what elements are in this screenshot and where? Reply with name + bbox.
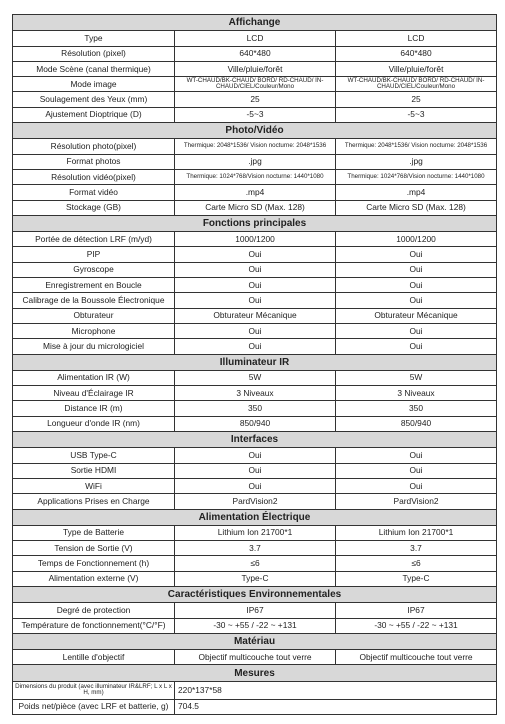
- row-value-col2: 640*480: [336, 46, 497, 61]
- table-row: [13, 92, 497, 107]
- table-row: [13, 681, 497, 699]
- row-value-col2: 3.7: [336, 541, 497, 556]
- table-row: [13, 416, 497, 431]
- table-row: [13, 386, 497, 401]
- spec-table: [12, 14, 497, 715]
- row-value-col1: Oui: [175, 293, 336, 308]
- row-value-col2: 25: [336, 92, 497, 107]
- row-value-col2: Obturateur Mécanique: [336, 308, 497, 323]
- table-row: [13, 293, 497, 308]
- row-value-col2: PardVision2: [336, 494, 497, 509]
- table-row: [13, 61, 497, 76]
- table-row: [13, 478, 497, 493]
- section-header-row: [13, 432, 497, 448]
- row-value-col2: -30 ~ +55 / -22 ~ +131: [336, 618, 497, 633]
- row-label: Lentille d'objectif: [13, 650, 175, 665]
- row-value-col2: Type-C: [336, 571, 497, 586]
- row-value-col1: Oui: [175, 278, 336, 293]
- row-label: Mode image: [13, 77, 175, 92]
- row-label: Temps de Fonctionnement (h): [13, 556, 175, 571]
- row-value-col1: Objectif multicouche tout verre: [175, 650, 336, 665]
- mesures-section: [13, 665, 497, 715]
- spec-table-body: [13, 15, 497, 665]
- table-row: [13, 603, 497, 618]
- row-value-col1: 640*480: [175, 46, 336, 61]
- table-row: [13, 185, 497, 200]
- table-row: [13, 200, 497, 215]
- row-value-col1: Oui: [175, 448, 336, 463]
- row-label: Résolution (pixel): [13, 46, 175, 61]
- row-label: Tension de Sortie (V): [13, 541, 175, 556]
- row-value-col2: Oui: [336, 278, 497, 293]
- row-label: Résolution photo(pixel): [13, 139, 175, 154]
- row-label: Mise à jour du micrologiciel: [13, 339, 175, 354]
- table-row: [13, 278, 497, 293]
- row-label: Longueur d'onde IR (nm): [13, 416, 175, 431]
- row-value-col1: 850/940: [175, 416, 336, 431]
- row-label: Applications Prises en Charge: [13, 494, 175, 509]
- row-label: Distance IR (m): [13, 401, 175, 416]
- row-value-col2: Oui: [336, 478, 497, 493]
- row-label: Ajustement Dioptrique (D): [13, 107, 175, 122]
- spec-sheet: [12, 14, 496, 715]
- row-value-col1: 350: [175, 401, 336, 416]
- row-label: Format vidéo: [13, 185, 175, 200]
- row-value-col2: Ville/pluie/forêt: [336, 61, 497, 76]
- row-label: Gyroscope: [13, 262, 175, 277]
- table-row: [13, 46, 497, 61]
- row-value-col1: -30 ~ +55 / -22 ~ +131: [175, 618, 336, 633]
- row-value-col1: ≤6: [175, 556, 336, 571]
- row-label: Obturateur: [13, 308, 175, 323]
- table-row: [13, 448, 497, 463]
- section-title: Photo/Vidéo: [13, 123, 497, 139]
- row-label: Température de fonctionnement(°C/°F): [13, 618, 175, 633]
- section-header-row: [13, 633, 497, 649]
- table-row: [13, 541, 497, 556]
- section-header-row: [13, 509, 497, 525]
- row-value-col1: Lithium Ion 21700*1: [175, 525, 336, 540]
- row-label: Poids net/pièce (avec LRF et batterie, g): [13, 699, 175, 714]
- row-value-col2: 3 Niveaux: [336, 386, 497, 401]
- row-label: Calibrage de la Boussole Électronique: [13, 293, 175, 308]
- row-value-col2: Objectif multicouche tout verre: [336, 650, 497, 665]
- row-value-col2: 350: [336, 401, 497, 416]
- section-title: Alimentation Électrique: [13, 509, 497, 525]
- section-title: Fonctions principales: [13, 215, 497, 231]
- section-header-row: [13, 586, 497, 602]
- section-title: Caractéristiques Environnementales: [13, 586, 497, 602]
- table-row: [13, 339, 497, 354]
- row-label: WiFi: [13, 478, 175, 493]
- row-value-col1: 3.7: [175, 541, 336, 556]
- row-value-col1: IP67: [175, 603, 336, 618]
- row-value-col2: IP67: [336, 603, 497, 618]
- table-row: [13, 618, 497, 633]
- row-label: Type: [13, 31, 175, 46]
- table-row: [13, 247, 497, 262]
- section-title: Matériau: [13, 633, 497, 649]
- row-label: Alimentation IR (W): [13, 370, 175, 385]
- section-header-row: [13, 15, 497, 31]
- table-row: [13, 31, 497, 46]
- table-row: [13, 232, 497, 247]
- row-value-col2: Oui: [336, 293, 497, 308]
- row-value-col1: -5~3: [175, 107, 336, 122]
- table-row: [13, 494, 497, 509]
- section-header-row: [13, 354, 497, 370]
- row-value-col2: Oui: [336, 247, 497, 262]
- row-value-col1: Oui: [175, 262, 336, 277]
- row-value-col2: Oui: [336, 323, 497, 338]
- table-row: [13, 139, 497, 154]
- row-value: 220*137*58: [175, 681, 497, 699]
- section-header-row: [13, 123, 497, 139]
- section-title: Interfaces: [13, 432, 497, 448]
- section-header-row: [13, 665, 497, 681]
- row-value-col2: -5~3: [336, 107, 497, 122]
- row-value-col1: LCD: [175, 31, 336, 46]
- row-label: Portée de détection LRF (m/yd): [13, 232, 175, 247]
- table-row: [13, 262, 497, 277]
- row-value-col1: Obturateur Mécanique: [175, 308, 336, 323]
- row-value-col1: Oui: [175, 323, 336, 338]
- row-label: Résolution vidéo(pixel): [13, 169, 175, 184]
- row-value-col2: Thermique: 2048*1536/ Vision nocturne: 2048*1536: [336, 139, 497, 154]
- section-title: Illuminateur IR: [13, 354, 497, 370]
- row-label: Dimensions du produit (avec illuminateur IR&LRF; L x L x H, mm): [13, 681, 175, 699]
- row-value-col1: Carte Micro SD (Max. 128): [175, 200, 336, 215]
- table-row: [13, 571, 497, 586]
- row-label: Type de Batterie: [13, 525, 175, 540]
- row-value-col2: Thermique: 1024*768/Vision nocturne: 1440*1080: [336, 169, 497, 184]
- row-value-col1: Oui: [175, 463, 336, 478]
- section-title: Mesures: [13, 665, 497, 681]
- row-value-col1: .mp4: [175, 185, 336, 200]
- row-value-col2: Lithium Ion 21700*1: [336, 525, 497, 540]
- row-label: Niveau d'Éclairage IR: [13, 386, 175, 401]
- row-label: Format photos: [13, 154, 175, 169]
- row-value-col1: Thermique: 1024*768/Vision nocturne: 1440*1080: [175, 169, 336, 184]
- row-value-col1: Oui: [175, 478, 336, 493]
- row-label: USB Type-C: [13, 448, 175, 463]
- row-label: PIP: [13, 247, 175, 262]
- row-value-col1: .jpg: [175, 154, 336, 169]
- row-value-col1: Type-C: [175, 571, 336, 586]
- table-row: [13, 463, 497, 478]
- table-row: [13, 556, 497, 571]
- row-value-col2: 1000/1200: [336, 232, 497, 247]
- table-row: [13, 323, 497, 338]
- row-label: Sortie HDMI: [13, 463, 175, 478]
- row-value-col2: Carte Micro SD (Max. 128): [336, 200, 497, 215]
- row-value-col2: 850/940: [336, 416, 497, 431]
- row-label: Enregistrement en Boucle: [13, 278, 175, 293]
- table-row: [13, 401, 497, 416]
- table-row: [13, 107, 497, 122]
- table-row: [13, 699, 497, 714]
- row-label: Alimentation externe (V): [13, 571, 175, 586]
- row-value-col1: PardVision2: [175, 494, 336, 509]
- row-label: Stockage (GB): [13, 200, 175, 215]
- section-title: Affichange: [13, 15, 497, 31]
- row-value-col1: 25: [175, 92, 336, 107]
- row-value-col1: Thermique: 2048*1536/ Vision nocturne: 2048*1536: [175, 139, 336, 154]
- table-row: [13, 650, 497, 665]
- row-value-col2: Oui: [336, 448, 497, 463]
- row-value-col2: .mp4: [336, 185, 497, 200]
- table-row: [13, 308, 497, 323]
- row-value-col1: 5W: [175, 370, 336, 385]
- row-value-col1: WT-CHAUD/BK-CHAUD/ BORD/ RD-CHAUD/ IN-CHAUD/CIEL/Couleur/Mono: [175, 77, 336, 92]
- table-row: [13, 169, 497, 184]
- row-value: 704.5: [175, 699, 497, 714]
- table-row: [13, 77, 497, 92]
- row-value-col1: 1000/1200: [175, 232, 336, 247]
- row-label: Mode Scène (canal thermique): [13, 61, 175, 76]
- table-row: [13, 370, 497, 385]
- row-value-col2: 5W: [336, 370, 497, 385]
- row-value-col2: Oui: [336, 339, 497, 354]
- section-header-row: [13, 215, 497, 231]
- row-value-col2: ≤6: [336, 556, 497, 571]
- row-value-col2: Oui: [336, 463, 497, 478]
- row-value-col1: 3 Niveaux: [175, 386, 336, 401]
- row-label: Soulagement des Yeux (mm): [13, 92, 175, 107]
- row-value-col2: Oui: [336, 262, 497, 277]
- table-row: [13, 525, 497, 540]
- row-label: Microphone: [13, 323, 175, 338]
- row-value-col1: Oui: [175, 339, 336, 354]
- row-value-col2: WT-CHAUD/BK-CHAUD/ BORD/ RD-CHAUD/ IN-CHAUD/CIEL/Couleur/Mono: [336, 77, 497, 92]
- row-value-col2: .jpg: [336, 154, 497, 169]
- row-value-col2: LCD: [336, 31, 497, 46]
- row-value-col1: Oui: [175, 247, 336, 262]
- row-value-col1: Ville/pluie/forêt: [175, 61, 336, 76]
- table-row: [13, 154, 497, 169]
- row-label: Degré de protection: [13, 603, 175, 618]
